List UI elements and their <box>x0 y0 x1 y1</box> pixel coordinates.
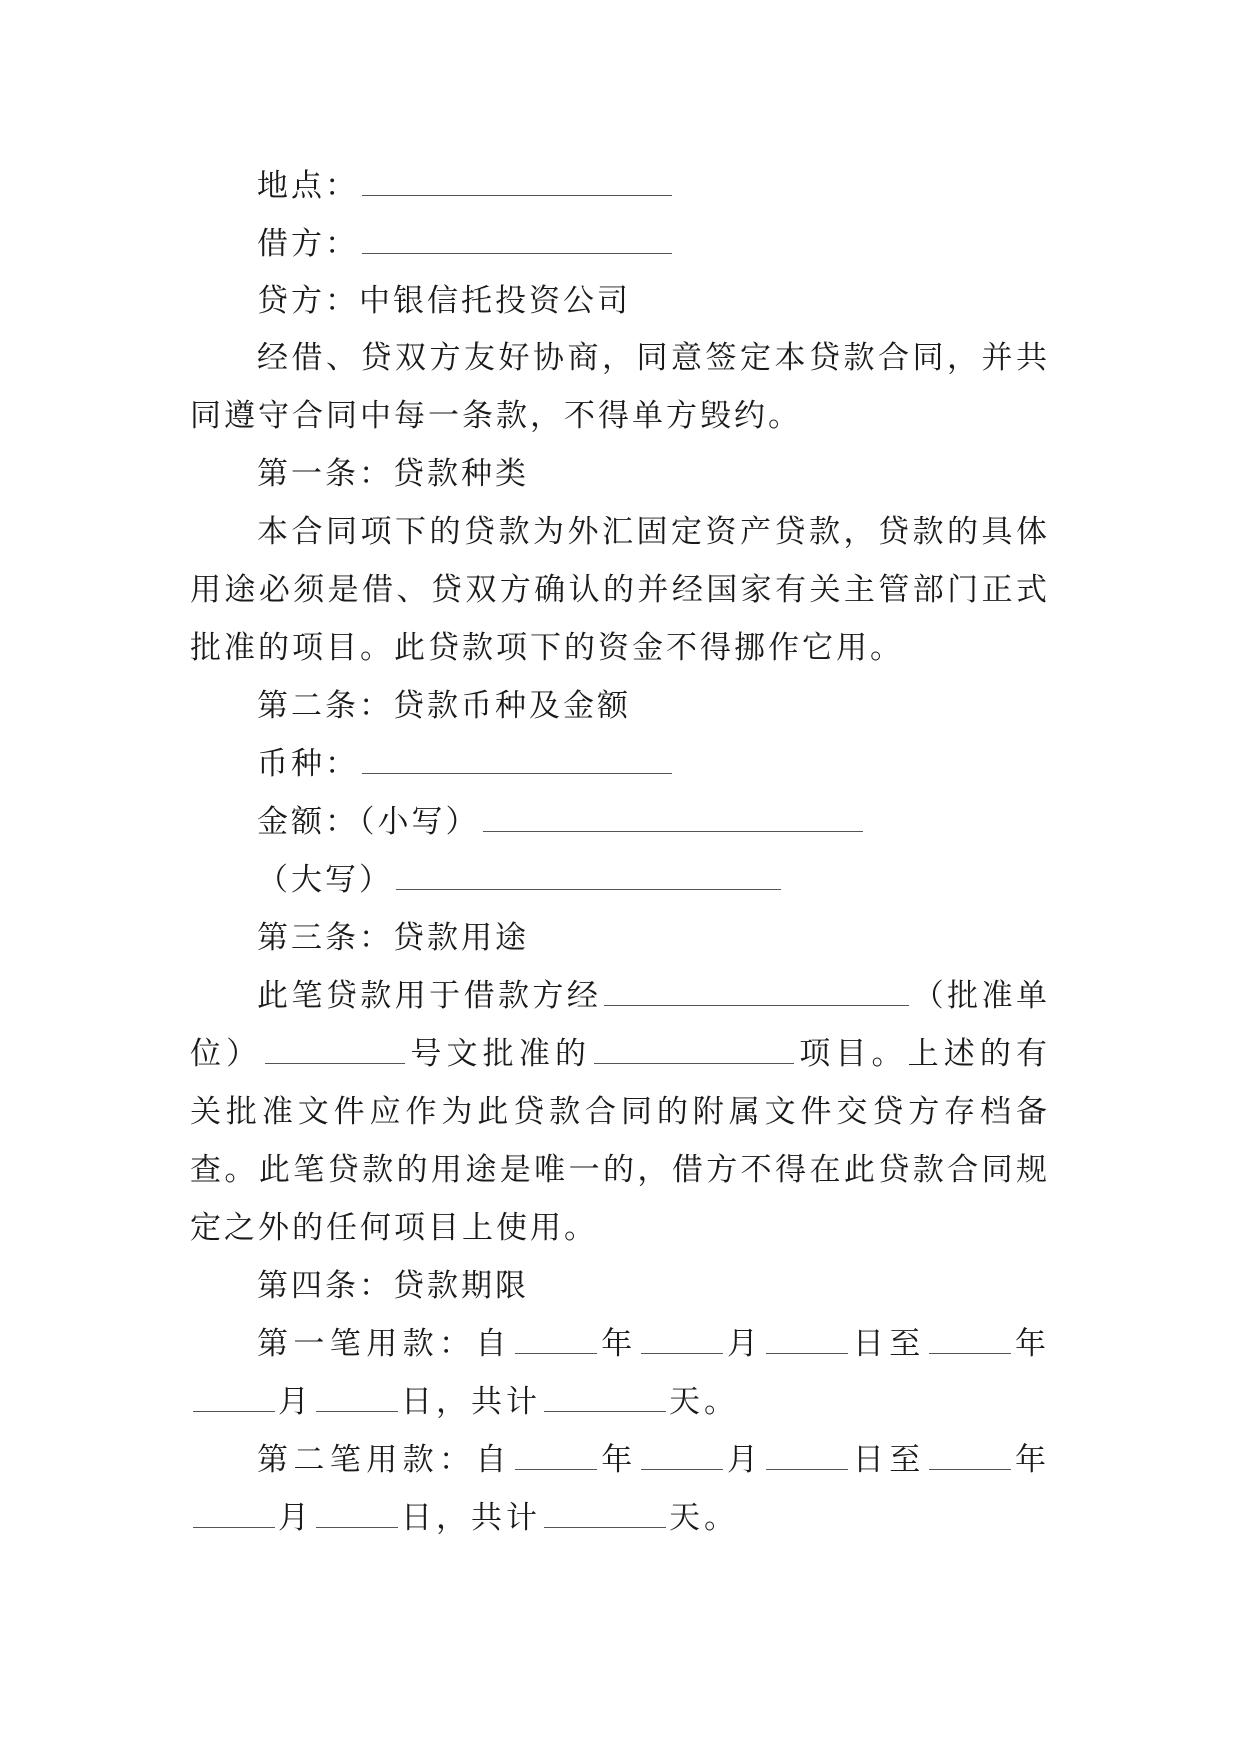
draw1-end-day-blank[interactable] <box>316 1387 398 1412</box>
borrower-blank[interactable] <box>362 229 672 254</box>
draw1-end-month-blank[interactable] <box>193 1387 275 1412</box>
place-line <box>257 157 1050 215</box>
draw2-days-text: 天。 <box>669 1500 739 1536</box>
draw2-end-year-text: 年 <box>1013 1442 1051 1478</box>
article3-part4: 项目。上述的有关批准文件应作为此贷款合同的附属文件交贷方存档备查。此笔贷款的用途是唯一的，借方不得在此贷款合同规定之外的任何项目上使用。 <box>190 1036 1051 1246</box>
currency-blank[interactable] <box>362 749 672 774</box>
draw2-days-blank[interactable] <box>544 1503 666 1528</box>
amount-large-blank[interactable] <box>396 865 781 890</box>
amount-small-line <box>257 793 1050 851</box>
draw2-end-day-blank[interactable] <box>316 1503 398 1528</box>
article1-body: 本合同项下的贷款为外汇固定资产贷款，贷款的具体用途必须是借、贷双方确认的并经国家有关主管部门正式批准的项目。此贷款项下的资金不得挪作它用。 <box>190 514 1050 666</box>
draw2-end-month-text: 月 <box>278 1500 313 1536</box>
draw1-dayto-text: 日至 <box>851 1326 926 1362</box>
draw2-month-text: 月 <box>725 1442 764 1478</box>
draw1-end-year-text: 年 <box>1013 1326 1051 1362</box>
borrower-line <box>257 215 1050 273</box>
project-name-blank[interactable] <box>594 1039 794 1064</box>
article3-part2: （批准单位） <box>190 978 1051 1072</box>
intro-paragraph: 经借、贷双方友好协商，同意签定本贷款合同，并共同遵守合同中每一条款，不得单方毁约。 <box>190 340 1050 434</box>
draw1-start-month-blank[interactable] <box>641 1329 723 1354</box>
draw2-end-month-blank[interactable] <box>193 1503 275 1528</box>
draw1-start-day-blank[interactable] <box>766 1329 848 1354</box>
draw1-line <box>190 1315 1050 1431</box>
draw1-year-text: 年 <box>599 1326 638 1362</box>
draw2-year-text: 年 <box>599 1442 638 1478</box>
article3-body <box>190 967 1050 1257</box>
article4-title: 第四条：贷款期限 <box>257 1268 529 1304</box>
draw1-days-blank[interactable] <box>544 1387 666 1412</box>
place-blank[interactable] <box>362 171 672 196</box>
draw1-daytotal-text: 日，共计 <box>401 1384 541 1420</box>
amount-large-line <box>257 851 1050 909</box>
place-label: 地点： <box>257 168 359 204</box>
amount-small-label: 金额：（小写） <box>257 804 480 840</box>
draw1-label: 第一笔用款：自 <box>257 1326 512 1362</box>
draw2-daytotal-text: 日，共计 <box>401 1500 541 1536</box>
draw2-label: 第二笔用款：自 <box>257 1442 512 1478</box>
article3-title: 第三条：贷款用途 <box>257 920 529 956</box>
article2-title: 第二条：贷款币种及金额 <box>257 688 631 724</box>
borrower-label: 借方： <box>257 226 359 262</box>
lender-line <box>257 272 1050 330</box>
draw2-start-year-blank[interactable] <box>515 1445 597 1470</box>
draw1-end-year-blank[interactable] <box>929 1329 1011 1354</box>
draw1-month-text: 月 <box>725 1326 764 1362</box>
draw2-start-day-blank[interactable] <box>766 1445 848 1470</box>
amount-large-label: （大写） <box>257 862 393 898</box>
draw1-start-year-blank[interactable] <box>515 1329 597 1354</box>
draw2-start-month-blank[interactable] <box>641 1445 723 1470</box>
draw2-dayto-text: 日至 <box>851 1442 926 1478</box>
draw2-end-year-blank[interactable] <box>929 1445 1011 1470</box>
approval-unit-blank[interactable] <box>604 981 909 1006</box>
draw1-days-text: 天。 <box>669 1384 739 1420</box>
draw2-line <box>190 1431 1050 1547</box>
amount-small-blank[interactable] <box>483 807 863 832</box>
article1-title: 第一条：贷款种类 <box>257 456 529 492</box>
draw1-end-month-text: 月 <box>278 1384 313 1420</box>
article3-part1: 此笔贷款用于借款方经 <box>257 978 602 1014</box>
currency-line <box>257 735 1050 793</box>
article3-part3: 号文批准的 <box>408 1036 592 1072</box>
currency-label: 币种： <box>257 746 359 782</box>
lender-label: 贷方：中银信托投资公司 <box>257 283 631 319</box>
document-number-blank[interactable] <box>265 1039 405 1064</box>
